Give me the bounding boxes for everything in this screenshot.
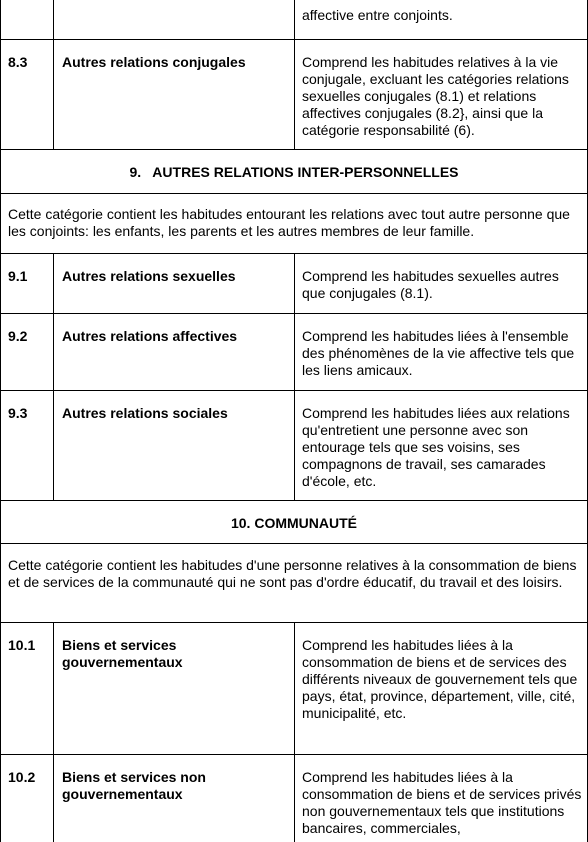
row-description: affective entre conjoints. (302, 7, 453, 23)
row-number: 9.2 (8, 328, 28, 344)
table-row-9-2 (0, 313, 588, 390)
row-title: Biens et services gouvernementaux (62, 637, 183, 670)
row-title: Biens et services non gouvernementaux (62, 769, 206, 802)
section-title: 10. COMMUNAUTÉ (230, 515, 357, 531)
section-title: 9. AUTRES RELATIONS INTER-PERSONNELLES (129, 164, 459, 180)
row-description: Comprend les habitudes liées à la consommation de biens et de services privés non gouvernementaux tels que institutions bancaires, commerciales, (302, 769, 582, 836)
table-row-8-3 (0, 39, 588, 149)
section-intro-10 (0, 543, 588, 622)
section-intro-text: Cette catégorie contient les habitudes entourant les relations avec tout autre personne que les conjoints: les enfants, les parents et les autres membres de leur famille. (8, 206, 570, 239)
row-title: Autres relations affectives (62, 328, 238, 344)
row-number: 9.3 (8, 405, 28, 421)
row-description: Comprend les habitudes liées à la consommation de biens et de services des différents niveaux de gouvernement tels que pays, état, province, département, ville, cité, municipalité, etc. (302, 637, 578, 721)
row-description: Comprend les habitudes liées à l'ensemble des phénomènes de la vie affective tels que les liens amicaux. (302, 328, 575, 378)
table-row-9-3 (0, 390, 588, 500)
row-description: Comprend les habitudes liées aux relations qu'entretient une personne avec son entourage tels que ses voisins, ses compagnons de travail, ses camarades d'école, etc. (302, 405, 570, 489)
row-title: Autres relations conjugales (62, 54, 246, 70)
section-heading-10 (0, 500, 588, 543)
section-heading-9 (0, 149, 588, 193)
table-row-10-1 (0, 622, 588, 754)
row-description: Comprend les habitudes relatives à la vie conjugale, excluant les catégories relations sexuelles conjugales (8.1) et relations affectives conjugales (8.2}, ainsi que la catégorie responsabilité (6). (302, 54, 569, 138)
section-intro-9 (0, 193, 588, 253)
row-number: 9.1 (8, 268, 28, 284)
row-title: Autres relations sexuelles (62, 268, 236, 284)
row-number: 10.1 (8, 637, 36, 653)
table-row-10-2 (0, 754, 588, 842)
row-number: 8.3 (8, 54, 28, 70)
row-description: Comprend les habitudes sexuelles autres que conjugales (8.1). (302, 268, 559, 301)
table-row-9-1 (0, 253, 588, 313)
section-intro-text: Cette catégorie contient les habitudes d'une personne relatives à la consommation de biens et de services de la communauté qui ne sont pas d'ordre éducatif, du travail et des loisirs. (8, 557, 577, 590)
table-row-continued (0, 0, 588, 39)
row-title: Autres relations sociales (62, 405, 228, 421)
row-number: 10.2 (8, 769, 36, 785)
